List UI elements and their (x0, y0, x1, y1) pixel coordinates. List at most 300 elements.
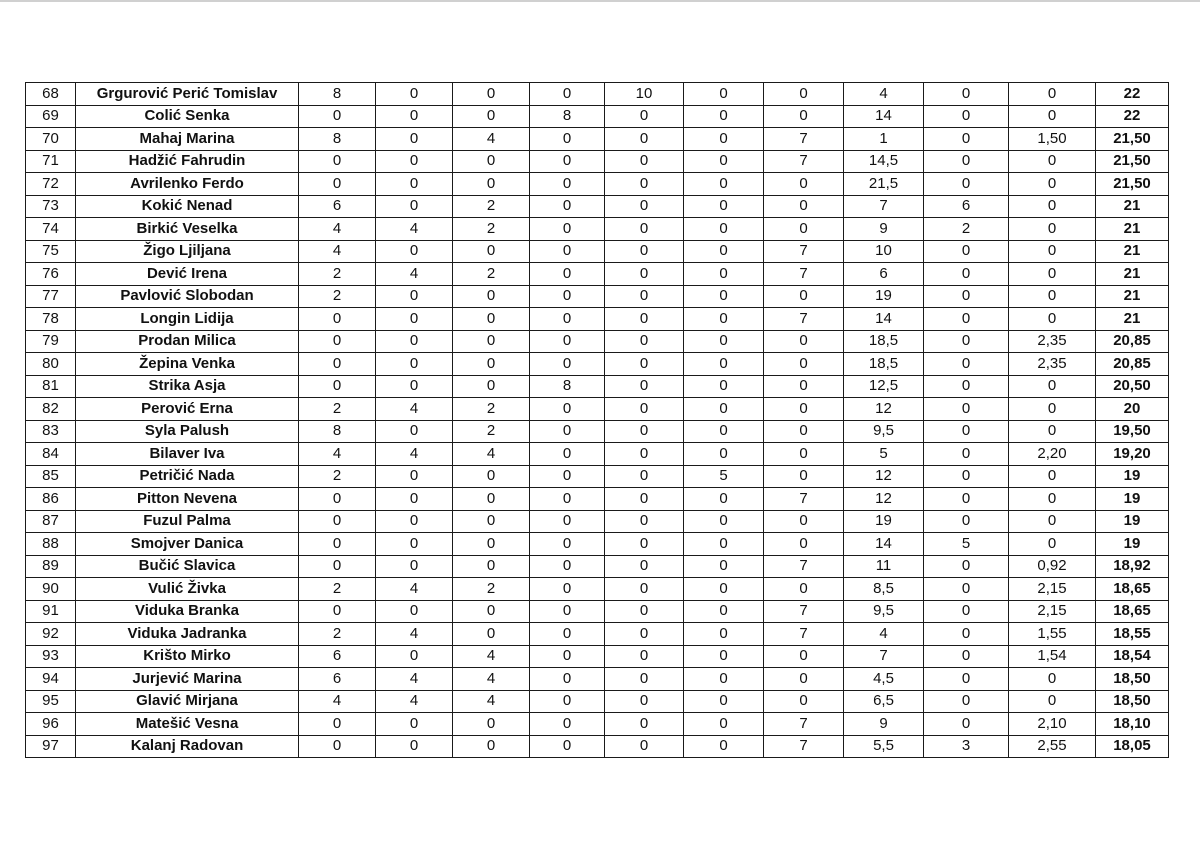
score-cell: 2 (299, 578, 376, 601)
score-cell: 6 (299, 645, 376, 668)
score-cell: 0 (530, 668, 605, 691)
score-cell: 8 (299, 83, 376, 106)
score-cell: 0 (530, 465, 605, 488)
score-cell: 0 (530, 510, 605, 533)
score-cell: 0 (605, 510, 684, 533)
name-cell: Žigo Ljiljana (76, 240, 299, 263)
score-cell: 7 (764, 555, 844, 578)
name-cell: Vulić Živka (76, 578, 299, 601)
score-cell: 0 (1009, 488, 1096, 511)
score-cell: 0 (376, 488, 453, 511)
rank-cell: 71 (26, 150, 76, 173)
score-cell: 0 (530, 150, 605, 173)
score-cell: 4,5 (844, 668, 924, 691)
rank-cell: 76 (26, 263, 76, 286)
score-cell: 0 (684, 173, 764, 196)
score-cell: 0 (1009, 510, 1096, 533)
total-cell: 20,50 (1096, 375, 1169, 398)
score-cell: 0 (453, 353, 530, 376)
score-cell: 14,5 (844, 150, 924, 173)
score-cell: 0 (684, 263, 764, 286)
total-cell: 21 (1096, 285, 1169, 308)
table-row (26, 308, 1169, 331)
score-cell: 0 (299, 173, 376, 196)
score-cell: 7 (764, 128, 844, 151)
score-cell: 0 (605, 623, 684, 646)
score-cell: 8 (299, 420, 376, 443)
table-row (26, 600, 1169, 623)
score-cell: 0 (684, 420, 764, 443)
score-cell: 0 (605, 533, 684, 556)
score-cell: 0 (1009, 465, 1096, 488)
score-cell: 2,35 (1009, 330, 1096, 353)
score-cell: 0 (530, 555, 605, 578)
score-cell: 0 (605, 195, 684, 218)
score-cell: 0 (924, 263, 1009, 286)
score-cell: 0 (1009, 285, 1096, 308)
score-cell: 0 (299, 600, 376, 623)
score-cell: 0 (924, 285, 1009, 308)
table-row (26, 263, 1169, 286)
score-cell: 2 (453, 420, 530, 443)
score-cell: 0 (684, 195, 764, 218)
table-row (26, 330, 1169, 353)
score-cell: 0 (924, 308, 1009, 331)
score-cell: 8 (530, 105, 605, 128)
score-cell: 0 (764, 353, 844, 376)
score-cell: 0 (530, 690, 605, 713)
score-cell: 0 (684, 645, 764, 668)
name-cell: Dević Irena (76, 263, 299, 286)
score-cell: 0 (376, 308, 453, 331)
table-row (26, 83, 1169, 106)
name-cell: Syla Palush (76, 420, 299, 443)
score-cell: 0 (1009, 173, 1096, 196)
rank-cell: 68 (26, 83, 76, 106)
score-cell: 0 (376, 353, 453, 376)
score-cell: 0 (684, 83, 764, 106)
name-cell: Jurjević Marina (76, 668, 299, 691)
name-cell: Grgurović Perić Tomislav (76, 83, 299, 106)
score-cell: 4 (844, 83, 924, 106)
score-cell: 0 (924, 353, 1009, 376)
score-cell: 0 (376, 735, 453, 758)
score-cell: 0 (924, 600, 1009, 623)
score-cell: 0 (376, 240, 453, 263)
score-cell: 4 (299, 443, 376, 466)
score-cell: 7 (844, 645, 924, 668)
score-cell: 0 (684, 510, 764, 533)
table-row (26, 645, 1169, 668)
name-cell: Birkić Veselka (76, 218, 299, 241)
score-cell: 0 (299, 375, 376, 398)
table-row (26, 488, 1169, 511)
score-cell: 4 (376, 443, 453, 466)
score-cell: 0 (453, 83, 530, 106)
score-cell: 0 (376, 510, 453, 533)
score-cell: 0 (1009, 218, 1096, 241)
score-cell: 0 (453, 735, 530, 758)
table-row (26, 713, 1169, 736)
name-cell: Žepina Venka (76, 353, 299, 376)
score-cell: 0 (684, 690, 764, 713)
score-cell: 0 (924, 623, 1009, 646)
rank-cell: 94 (26, 668, 76, 691)
score-cell: 0 (924, 330, 1009, 353)
score-cell: 0 (605, 128, 684, 151)
total-cell: 19,50 (1096, 420, 1169, 443)
score-cell: 0 (530, 240, 605, 263)
rank-cell: 90 (26, 578, 76, 601)
score-cell: 0 (764, 465, 844, 488)
score-cell: 2 (453, 218, 530, 241)
score-cell: 14 (844, 533, 924, 556)
table-row (26, 375, 1169, 398)
score-cell: 0 (1009, 690, 1096, 713)
total-cell: 21 (1096, 263, 1169, 286)
score-cell: 0 (530, 623, 605, 646)
score-cell: 0 (1009, 308, 1096, 331)
score-cell: 0 (453, 713, 530, 736)
score-cell: 4 (453, 128, 530, 151)
score-cell: 0 (1009, 668, 1096, 691)
results-table (25, 82, 1169, 758)
score-cell: 0 (764, 398, 844, 421)
total-cell: 19 (1096, 488, 1169, 511)
table-row (26, 218, 1169, 241)
name-cell: Pavlović Slobodan (76, 285, 299, 308)
score-cell: 0 (605, 668, 684, 691)
score-cell: 0 (530, 263, 605, 286)
score-cell: 0 (684, 308, 764, 331)
score-cell: 2 (299, 398, 376, 421)
score-cell: 0 (924, 83, 1009, 106)
score-cell: 0 (376, 173, 453, 196)
total-cell: 19 (1096, 533, 1169, 556)
score-cell: 0 (376, 645, 453, 668)
score-cell: 0 (924, 488, 1009, 511)
name-cell: Matešić Vesna (76, 713, 299, 736)
score-cell: 0 (684, 375, 764, 398)
score-cell: 1,55 (1009, 623, 1096, 646)
score-cell: 0 (605, 218, 684, 241)
score-cell: 0 (453, 173, 530, 196)
score-cell: 0 (764, 83, 844, 106)
total-cell: 19,20 (1096, 443, 1169, 466)
score-cell: 4 (376, 578, 453, 601)
name-cell: Bučić Slavica (76, 555, 299, 578)
score-cell: 4 (376, 690, 453, 713)
score-cell: 7 (764, 623, 844, 646)
name-cell: Glavić Mirjana (76, 690, 299, 713)
score-cell: 0 (453, 510, 530, 533)
score-cell: 14 (844, 308, 924, 331)
score-cell: 0 (530, 420, 605, 443)
score-cell: 0 (764, 645, 844, 668)
score-cell: 7 (764, 600, 844, 623)
score-cell: 0 (299, 330, 376, 353)
score-cell: 0 (605, 555, 684, 578)
total-cell: 21 (1096, 218, 1169, 241)
score-cell: 2 (299, 285, 376, 308)
rank-cell: 78 (26, 308, 76, 331)
score-cell: 0 (924, 465, 1009, 488)
score-cell: 0,92 (1009, 555, 1096, 578)
score-cell: 0 (684, 488, 764, 511)
score-cell: 0 (605, 578, 684, 601)
table-row (26, 150, 1169, 173)
name-cell: Fuzul Palma (76, 510, 299, 533)
score-cell: 0 (376, 555, 453, 578)
score-cell: 0 (530, 713, 605, 736)
rank-cell: 70 (26, 128, 76, 151)
score-cell: 0 (530, 285, 605, 308)
score-cell: 0 (924, 375, 1009, 398)
score-cell: 0 (605, 488, 684, 511)
name-cell: Pitton Nevena (76, 488, 299, 511)
score-cell: 6 (844, 263, 924, 286)
table-row (26, 420, 1169, 443)
rank-cell: 84 (26, 443, 76, 466)
table-row (26, 443, 1169, 466)
score-cell: 0 (376, 465, 453, 488)
score-cell: 0 (530, 578, 605, 601)
score-cell: 0 (684, 668, 764, 691)
score-cell: 0 (299, 713, 376, 736)
table-body (26, 83, 1169, 758)
table-row (26, 555, 1169, 578)
score-cell: 18,5 (844, 353, 924, 376)
score-cell: 0 (530, 353, 605, 376)
score-cell: 4 (453, 645, 530, 668)
score-cell: 0 (684, 218, 764, 241)
table-row (26, 735, 1169, 758)
rank-cell: 97 (26, 735, 76, 758)
table-row (26, 578, 1169, 601)
total-cell: 18,05 (1096, 735, 1169, 758)
score-cell: 7 (764, 240, 844, 263)
score-cell: 7 (764, 735, 844, 758)
score-cell: 0 (299, 105, 376, 128)
score-cell: 5 (844, 443, 924, 466)
score-cell: 0 (376, 600, 453, 623)
score-cell: 2,10 (1009, 713, 1096, 736)
score-cell: 0 (924, 555, 1009, 578)
score-cell: 7 (764, 308, 844, 331)
score-cell: 0 (924, 713, 1009, 736)
score-cell: 0 (530, 533, 605, 556)
score-cell: 0 (605, 285, 684, 308)
rank-cell: 80 (26, 353, 76, 376)
score-cell: 0 (605, 443, 684, 466)
table-row (26, 533, 1169, 556)
score-cell: 0 (453, 555, 530, 578)
score-cell: 2 (453, 578, 530, 601)
rank-cell: 91 (26, 600, 76, 623)
score-cell: 0 (684, 533, 764, 556)
score-cell: 0 (453, 465, 530, 488)
score-cell: 2,15 (1009, 600, 1096, 623)
score-cell: 0 (605, 375, 684, 398)
score-cell: 0 (764, 195, 844, 218)
table-row (26, 285, 1169, 308)
rank-cell: 85 (26, 465, 76, 488)
table-row (26, 398, 1169, 421)
score-cell: 0 (684, 398, 764, 421)
score-cell: 0 (453, 150, 530, 173)
score-cell: 10 (844, 240, 924, 263)
total-cell: 18,54 (1096, 645, 1169, 668)
total-cell: 20,85 (1096, 353, 1169, 376)
score-cell: 0 (924, 578, 1009, 601)
score-cell: 4 (299, 240, 376, 263)
score-cell: 0 (684, 443, 764, 466)
score-cell: 0 (1009, 83, 1096, 106)
score-cell: 0 (764, 218, 844, 241)
score-cell: 0 (605, 308, 684, 331)
table-row (26, 690, 1169, 713)
table-row (26, 668, 1169, 691)
score-cell: 5 (924, 533, 1009, 556)
name-cell: Perović Erna (76, 398, 299, 421)
score-cell: 0 (376, 150, 453, 173)
rank-cell: 75 (26, 240, 76, 263)
score-cell: 0 (924, 420, 1009, 443)
score-cell: 0 (924, 668, 1009, 691)
score-cell: 0 (764, 578, 844, 601)
total-cell: 20 (1096, 398, 1169, 421)
score-cell: 0 (1009, 150, 1096, 173)
score-cell: 2 (453, 195, 530, 218)
rank-cell: 93 (26, 645, 76, 668)
name-cell: Viduka Jadranka (76, 623, 299, 646)
score-cell: 0 (453, 600, 530, 623)
score-cell: 0 (605, 735, 684, 758)
rank-cell: 77 (26, 285, 76, 308)
score-cell: 0 (376, 83, 453, 106)
table-row (26, 353, 1169, 376)
name-cell: Strika Asja (76, 375, 299, 398)
score-cell: 0 (924, 128, 1009, 151)
score-cell: 0 (684, 735, 764, 758)
total-cell: 18,50 (1096, 690, 1169, 713)
score-cell: 0 (924, 105, 1009, 128)
rank-cell: 89 (26, 555, 76, 578)
score-cell: 6 (299, 195, 376, 218)
score-cell: 0 (605, 465, 684, 488)
score-cell: 0 (924, 645, 1009, 668)
score-cell: 12 (844, 488, 924, 511)
rank-cell: 87 (26, 510, 76, 533)
score-cell: 11 (844, 555, 924, 578)
score-cell: 0 (764, 690, 844, 713)
score-cell: 0 (299, 510, 376, 533)
score-cell: 0 (453, 105, 530, 128)
score-cell: 0 (605, 645, 684, 668)
total-cell: 18,10 (1096, 713, 1169, 736)
score-cell: 2,35 (1009, 353, 1096, 376)
score-cell: 4 (299, 218, 376, 241)
score-cell: 0 (1009, 240, 1096, 263)
score-cell: 6,5 (844, 690, 924, 713)
score-cell: 4 (453, 443, 530, 466)
score-cell: 0 (605, 150, 684, 173)
score-cell: 2 (453, 398, 530, 421)
score-cell: 0 (605, 263, 684, 286)
score-cell: 0 (924, 690, 1009, 713)
score-cell: 12 (844, 398, 924, 421)
score-cell: 0 (605, 600, 684, 623)
score-cell: 4 (844, 623, 924, 646)
name-cell: Petričić Nada (76, 465, 299, 488)
score-cell: 0 (453, 240, 530, 263)
score-cell: 0 (924, 398, 1009, 421)
score-cell: 9 (844, 713, 924, 736)
score-cell: 0 (684, 330, 764, 353)
score-cell: 0 (453, 533, 530, 556)
score-cell: 0 (684, 128, 764, 151)
score-cell: 8 (299, 128, 376, 151)
score-cell: 4 (376, 218, 453, 241)
score-cell: 19 (844, 285, 924, 308)
rank-cell: 72 (26, 173, 76, 196)
score-cell: 6 (299, 668, 376, 691)
rank-cell: 73 (26, 195, 76, 218)
total-cell: 21 (1096, 195, 1169, 218)
total-cell: 22 (1096, 83, 1169, 106)
total-cell: 19 (1096, 510, 1169, 533)
score-cell: 0 (605, 353, 684, 376)
score-cell: 0 (924, 443, 1009, 466)
table-row (26, 105, 1169, 128)
score-cell: 0 (530, 735, 605, 758)
total-cell: 20,85 (1096, 330, 1169, 353)
score-cell: 7 (764, 713, 844, 736)
score-cell: 21,5 (844, 173, 924, 196)
score-cell: 0 (1009, 533, 1096, 556)
score-cell: 14 (844, 105, 924, 128)
score-cell: 0 (605, 330, 684, 353)
total-cell: 22 (1096, 105, 1169, 128)
score-cell: 0 (530, 488, 605, 511)
score-cell: 0 (764, 533, 844, 556)
score-cell: 0 (453, 488, 530, 511)
scan-top-edge (0, 0, 1200, 2)
score-cell: 0 (530, 218, 605, 241)
score-cell: 0 (1009, 195, 1096, 218)
total-cell: 18,55 (1096, 623, 1169, 646)
score-cell: 0 (764, 173, 844, 196)
score-cell: 9 (844, 218, 924, 241)
score-cell: 0 (530, 600, 605, 623)
score-cell: 0 (376, 285, 453, 308)
score-cell: 1,50 (1009, 128, 1096, 151)
table-row (26, 173, 1169, 196)
score-cell: 0 (764, 330, 844, 353)
score-cell: 7 (764, 263, 844, 286)
score-cell: 0 (1009, 105, 1096, 128)
score-cell: 0 (299, 735, 376, 758)
score-cell: 0 (764, 510, 844, 533)
name-cell: Prodan Milica (76, 330, 299, 353)
name-cell: Longin Lidija (76, 308, 299, 331)
score-cell: 2,15 (1009, 578, 1096, 601)
score-cell: 0 (764, 443, 844, 466)
score-cell: 0 (1009, 263, 1096, 286)
total-cell: 19 (1096, 465, 1169, 488)
score-cell: 0 (605, 690, 684, 713)
score-cell: 0 (605, 713, 684, 736)
